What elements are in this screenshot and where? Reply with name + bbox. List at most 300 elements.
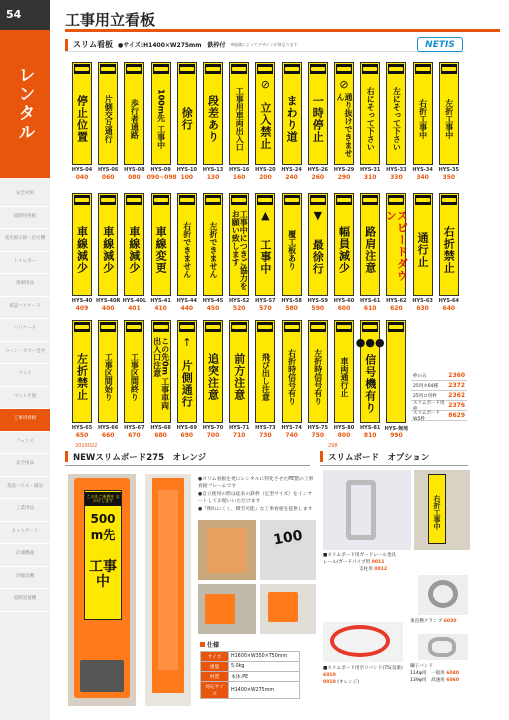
sign-code: HYS-58 (281, 298, 302, 304)
sidebar-nav-item[interactable]: 冷暖房機 (0, 567, 50, 590)
spec-row (201, 672, 300, 682)
sign-header-strip (310, 64, 326, 74)
sign-price: 340 (416, 174, 429, 181)
rope-icon (330, 625, 390, 657)
sign-code: HYS-74 (281, 425, 302, 431)
spec-value: H1400×W275mm (229, 682, 300, 699)
sign-board (229, 193, 249, 296)
sign-price: 130 (206, 174, 220, 181)
sign-board (72, 193, 92, 296)
spec-value: H1600×W350×T50mm (229, 652, 300, 662)
sign-code: HYS-60 (333, 298, 355, 304)
price-row (411, 411, 467, 421)
sign-header-strip (336, 64, 352, 74)
sign-board (282, 193, 302, 296)
board-sign-distance: 500 m先 (90, 512, 116, 542)
price-label: 25用ロ用枠 (413, 393, 437, 399)
detail-photo-number: 100 (272, 527, 304, 549)
sidebar-nav-item[interactable]: ネットゲート (0, 522, 50, 545)
sign-header-label (232, 325, 246, 329)
sign-text: 停止位置 (75, 95, 89, 143)
bracket-hook (346, 480, 376, 540)
sign-price: 580 (285, 305, 298, 312)
sign-header-strip (415, 64, 431, 74)
sign-header-strip (284, 322, 300, 332)
detail-photo-part (207, 528, 247, 573)
sidebar-nav-item[interactable]: バリケード (0, 319, 50, 342)
sign-code: HYS-08 (124, 167, 145, 173)
sign-code: HYS-16 (228, 167, 250, 173)
option-number: 6030 (443, 619, 457, 624)
sign-board (308, 320, 328, 423)
sign-code: HYS-65 (71, 425, 93, 431)
option-line (323, 567, 443, 574)
frame-price-box (411, 371, 467, 421)
sign-board (177, 320, 197, 423)
sign-symbol-icon: ▼ (313, 208, 323, 222)
sign-text: 左折時信号有り (313, 349, 323, 405)
sidebar-nav-item[interactable]: 計測機器 (0, 544, 50, 567)
spec-key: サイズ (201, 652, 229, 662)
sign-text: 右にそって下さい (366, 87, 376, 151)
sign-code: HYS-13 (202, 167, 224, 173)
sign-text: 飛び出し注意 (261, 353, 271, 401)
sign-board (360, 62, 380, 165)
sign-board (177, 62, 197, 165)
sign-header-label (127, 67, 141, 71)
sign-price: 630 (416, 305, 429, 312)
sign-header-strip (100, 195, 116, 205)
sign-header-label (311, 67, 325, 71)
sign-code: HYS-73 (255, 425, 276, 431)
sign-text: 右折できません (182, 222, 192, 278)
sign-header-strip (362, 322, 378, 332)
sign-text: 幅員減少 (337, 226, 351, 274)
sign-board (386, 62, 406, 165)
sign-header-label (442, 198, 456, 202)
sidebar-nav-item[interactable]: 道路設置機 (0, 589, 50, 612)
sign-row (0, 62, 460, 192)
sign-code: HYS-64 (438, 298, 460, 304)
page-number: 54 (0, 0, 50, 30)
sign-code: HYS-09 (150, 167, 171, 173)
page-title: 工事用立看板 (65, 11, 156, 29)
price-label: 枠のみ (413, 373, 427, 379)
option-sub: (オレンジ) (337, 679, 359, 685)
sign-text: 前方注意 (232, 353, 246, 401)
sign-board (177, 193, 197, 296)
sign-header-label (258, 67, 272, 71)
sidebar-nav-item[interactable]: 工業用品 (0, 499, 50, 522)
sign-header-label (206, 67, 220, 71)
sidebar-nav-item[interactable]: フェンス (0, 432, 50, 455)
sidebar-nav-item[interactable]: 仮設バリケード (0, 297, 50, 320)
option-bracket-text (323, 553, 443, 574)
option-line (323, 560, 443, 567)
sign-text: 追突注意 (206, 353, 220, 401)
sidebar-nav-item[interactable]: 安全対策 (0, 184, 50, 207)
sign-header-label (337, 198, 351, 202)
sign-code: HYS-80 (333, 425, 355, 431)
sign-text: 100m先 工事中 (156, 89, 166, 149)
sidebar-nav-item[interactable]: 電光掲示板・信号機 (0, 229, 50, 252)
board-sign-face (84, 490, 122, 620)
sign-board (203, 320, 223, 423)
sign-header-label (101, 67, 115, 71)
sign-header-label (180, 67, 194, 71)
sign-price: 080 (128, 174, 141, 181)
option-rope-text (323, 666, 411, 687)
option-line (410, 671, 470, 678)
option-label: 鋼子バンド (410, 664, 433, 669)
sign-price: 570 (259, 305, 272, 312)
sign-header-strip (205, 195, 221, 205)
sign-header-strip (179, 64, 195, 74)
sign-text: 左にそって下さい (392, 87, 402, 151)
option-number: 0011 (371, 559, 385, 565)
spec-marker (200, 642, 205, 647)
option-clamp-text (410, 618, 470, 624)
spec-key: 材質 (201, 672, 229, 682)
sidebar-nav-item[interactable]: 工事用看板 (0, 409, 50, 432)
sign-header-label (206, 198, 220, 202)
sign-header-label (75, 67, 89, 71)
sign-header-strip (310, 195, 326, 205)
sign-symbol-icon: ⊘ (339, 77, 349, 91)
price-label: 25用ネ64種 (413, 383, 438, 389)
sign-text: 立入禁止 (258, 102, 272, 150)
sign-header-label (154, 198, 168, 202)
spec-row (201, 682, 300, 699)
sidebar-nav-item[interactable]: コーン・カラー巻き (0, 342, 50, 365)
board-base (80, 660, 124, 692)
sign-price: 440 (180, 305, 194, 312)
price-value: 2376 (448, 402, 465, 409)
sign-text: 左折工事中 (444, 99, 454, 139)
sign-price: 520 (232, 305, 246, 312)
option-line (410, 678, 470, 685)
product-code: 2010022 (75, 443, 98, 449)
sign-text: 路肩注意 (363, 226, 377, 274)
spec-value: 本体:PE (229, 672, 300, 682)
sign-header-strip (100, 64, 116, 74)
sign-price: 409 (75, 305, 89, 312)
sign-board (413, 62, 433, 165)
section-slim-sign-header (65, 38, 465, 52)
sign-header-strip (257, 64, 273, 74)
price-value: 2362 (448, 392, 465, 399)
sign-code: HYS-31 (359, 167, 381, 173)
sign-board (308, 193, 328, 296)
sign-text: 右折工事中 (418, 99, 428, 139)
detail-photo-part (268, 592, 298, 622)
sign-header-label (75, 325, 89, 329)
sign-price: 290 (337, 174, 351, 181)
sign-code: HYS-24 (281, 167, 302, 173)
sign-board (98, 62, 118, 165)
price-value: 2372 (448, 382, 465, 389)
sign-price: 640 (442, 305, 456, 312)
sign-header-strip (388, 322, 404, 332)
sign-board (255, 320, 275, 423)
board-side-inner (158, 490, 178, 670)
sign-text: 右折時信号有り (287, 349, 297, 405)
sign-code: HYS-40 (71, 298, 93, 304)
sign-header-label (154, 67, 168, 71)
sign-code: HYS-35 (438, 167, 460, 173)
sign-symbol-icon: ⊘ (260, 77, 270, 91)
spec-row (201, 662, 300, 672)
sign-code: HYS-62 (386, 298, 407, 304)
section-title: NEWスリムボード275 オレンジ (65, 451, 310, 466)
sign-text: この先0m 工事車両出入口注意 (152, 337, 170, 410)
price-label: スリムボード用枠 (413, 400, 445, 412)
sign-code: HYS-04 (71, 167, 93, 173)
price-value: 8629 (448, 412, 465, 419)
sign-price: 160 (232, 174, 246, 181)
sidebar-nav-item[interactable]: マットそ他 (0, 387, 50, 410)
sign-price: 650 (75, 432, 89, 439)
sign-text: 車線変更 (154, 226, 168, 274)
sign-text: 徐行 (180, 107, 194, 131)
sign-board (72, 320, 92, 423)
sign-header-label (337, 325, 351, 329)
option-number: 0019 (323, 679, 336, 685)
sign-board (384, 193, 409, 296)
sign-board (386, 320, 406, 423)
sign-code: HYS-20 (255, 167, 276, 173)
section-spec: ●サイズ:H1400×W275mm 鉄枠付 (118, 42, 226, 49)
sign-header-strip (231, 322, 247, 332)
sign-board (98, 320, 118, 423)
sign-header-strip (336, 322, 352, 332)
sign-header-strip (231, 64, 247, 74)
sign-board (334, 62, 354, 165)
description-line: ●自立使用の際は従来の鉄枠（定型サイズ）をインサートしてお使いいただけます (198, 491, 313, 505)
sign-header-strip (100, 322, 116, 332)
sign-board (124, 193, 144, 296)
sidebar-nav-item[interactable]: マット (0, 364, 50, 387)
sign-price: 710 (232, 432, 246, 439)
sign-header-label (363, 67, 377, 71)
sign-price: 260 (311, 174, 325, 181)
sign-code: HYS-26 (307, 167, 329, 173)
sign-header-label (389, 325, 403, 329)
sign-code: HYS-66 (97, 425, 119, 431)
sign-header-label (363, 198, 377, 202)
sign-header-strip (284, 195, 300, 205)
sign-symbol-icon: ▲ (261, 208, 270, 222)
sign-header-label (127, 325, 141, 329)
sign-board (72, 62, 92, 165)
sign-header-label (311, 325, 325, 329)
sign-board (439, 62, 459, 165)
sign-code: HYS-70 (202, 425, 224, 431)
spec-row (201, 652, 300, 662)
spec-key: 対応サイズ (201, 682, 229, 699)
sign-header-strip (74, 195, 90, 205)
sign-text: 工事区間終り (130, 353, 140, 401)
sign-code: HYS-81 (359, 425, 381, 431)
product-code: 298 (328, 443, 338, 449)
sign-board (124, 320, 144, 423)
sign-text: 覆工板あり (287, 230, 297, 270)
sign-row (0, 193, 460, 323)
sidebar-nav-item[interactable]: 現場用品 (0, 274, 50, 297)
board-sign-header: この先ご迷惑を おかけします (85, 492, 121, 506)
sign-board (334, 320, 354, 423)
sign-price: 400 (101, 305, 115, 312)
sign-price: 700 (206, 432, 220, 439)
sign-board (98, 193, 118, 296)
sign-price: 410 (154, 305, 167, 312)
sign-text: 工事用車両出入口 (235, 87, 245, 151)
sign-header-label (232, 198, 246, 202)
sign-text: 車線減少 (101, 226, 115, 274)
sign-symbol-icon: ●●● (355, 335, 385, 349)
section-title: スリム看板 (73, 40, 113, 49)
sign-header-label (389, 198, 403, 202)
sign-header-label (180, 198, 194, 202)
sidebar-nav-item[interactable]: 仮設ハウス・備品 (0, 477, 50, 500)
option-label: ■スリムボード用ポリバンド(75(気楽) (323, 666, 403, 671)
sign-header-label (258, 325, 272, 329)
description-line: ●『倒れにくく、積雪可能』な工事看板を提供します (198, 506, 313, 512)
sign-header-label (337, 67, 351, 71)
sign-price: 610 (363, 305, 377, 312)
sign-board (229, 320, 249, 423)
detail-photo-part (205, 594, 235, 624)
sign-header-strip (336, 195, 352, 205)
price-label: スリムボード W5枠 (413, 410, 440, 422)
sign-text: まわり道 (285, 95, 299, 143)
sidebar-nav-item[interactable]: 規制用看板 (0, 207, 50, 230)
sidebar-title: レンタル (0, 30, 50, 178)
sign-header-strip (362, 64, 378, 74)
sign-code: HYS-68 (150, 425, 171, 431)
sign-code: HYS-52 (228, 298, 250, 304)
sign-board (151, 320, 171, 423)
sign-header-label (101, 198, 115, 202)
option-sub: 支柱用 (359, 566, 373, 572)
sign-header-strip (231, 195, 247, 205)
sidebar-nav-item[interactable]: トイレカー (0, 252, 50, 275)
sign-price: 330 (390, 174, 403, 181)
sign-text (387, 337, 405, 417)
sign-board (151, 193, 171, 296)
spec-key: 重量 (201, 662, 229, 672)
sign-board (355, 320, 385, 423)
sign-board (229, 62, 249, 165)
sign-board (360, 193, 380, 296)
sign-header-strip (257, 195, 273, 205)
price-value: 2360 (448, 372, 465, 379)
spec-value: 5.0kg (229, 662, 300, 672)
sign-code: HYS-67 (124, 425, 145, 431)
sign-price: 810 (363, 432, 377, 439)
sign-header-strip (126, 195, 142, 205)
option-label: ■スリムボード用ガードレール金具 (323, 553, 397, 558)
sign-row (0, 320, 409, 450)
spec-table (200, 651, 300, 699)
band-icon (428, 637, 456, 657)
sign-header-strip (74, 322, 90, 332)
sign-code: HYS-45 (202, 298, 224, 304)
sign-price: 620 (390, 305, 403, 312)
sign-price: 750 (311, 432, 325, 439)
sign-price: 240 (285, 174, 298, 181)
sign-price: 350 (442, 174, 456, 181)
sign-header-label (75, 198, 89, 202)
sign-price: 670 (128, 432, 141, 439)
mounted-sign-text: 右折工事中 (433, 494, 441, 530)
sign-price: 800 (337, 432, 351, 439)
sign-code: HYS-無地 (384, 426, 409, 432)
sign-header-label (206, 325, 220, 329)
sign-code: HYS-75 (307, 425, 329, 431)
sign-header-strip (74, 64, 90, 74)
sign-text: 左折禁止 (75, 353, 89, 401)
sign-header-strip (284, 64, 300, 74)
sign-text: 右折禁止 (442, 226, 456, 274)
sidebar-nav-item[interactable]: 安全用品 (0, 454, 50, 477)
sign-header-strip (153, 195, 169, 205)
sign-price: 590 (311, 305, 325, 312)
board-sign-main: 工事中 (89, 559, 117, 591)
option-number: 6060 (446, 677, 460, 683)
sign-code: HYS-41 (150, 298, 171, 304)
clamp-icon (428, 580, 458, 608)
sign-board (255, 193, 275, 296)
sign-price: 200 (259, 174, 272, 181)
sign-price: 990 (390, 432, 403, 439)
page-header (65, 10, 500, 32)
sign-price: 680 (154, 432, 167, 439)
sign-board (439, 193, 459, 296)
sign-text: 工事中につきご協力をお願い致します (231, 210, 249, 290)
sign-board (308, 62, 328, 165)
sign-code: HYS-44 (176, 298, 198, 304)
sign-board (334, 193, 354, 296)
sign-price: 450 (206, 305, 220, 312)
sign-header-label (285, 198, 299, 202)
product-description (198, 476, 316, 513)
sign-price: 690 (180, 432, 194, 439)
sign-price: 090~098 (146, 174, 177, 181)
price-row (411, 381, 467, 391)
sign-code: HYS-29 (333, 167, 355, 173)
sign-code: HYS-57 (255, 298, 276, 304)
sign-header-strip (205, 322, 221, 332)
sign-text: 工事中 (258, 239, 272, 275)
sign-code: HYS-10 (176, 167, 198, 173)
option-band-text (410, 664, 470, 685)
sign-text: 信号機有り (363, 354, 377, 414)
sign-text: 最徐行 (311, 239, 325, 275)
sign-header-strip (362, 195, 378, 205)
sign-code: HYS-33 (386, 167, 407, 173)
option-line (323, 680, 411, 687)
sign-price: 040 (75, 174, 89, 181)
sign-board (203, 62, 223, 165)
sign-text: 通行止 (416, 232, 430, 268)
sign-header-strip (257, 322, 273, 332)
option-label: 垂直横クランプ (410, 619, 443, 624)
netis-logo: NETIS (417, 37, 463, 52)
sign-text: 左折できません (209, 222, 218, 278)
sign-text: スピードダウン (384, 210, 409, 282)
sign-text: 車両通行止 (340, 357, 349, 397)
